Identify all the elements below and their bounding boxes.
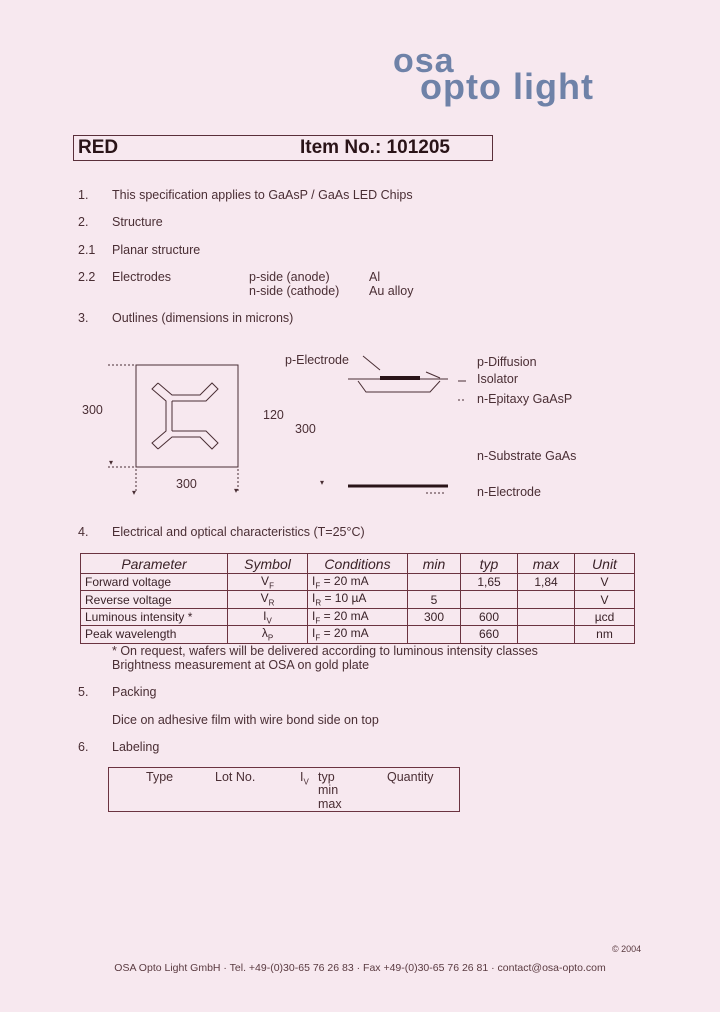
cell-conditions: $I_F = 20$ mA <box>308 608 408 625</box>
cell-typ: 660 <box>461 626 518 643</box>
p-side-material: Al <box>369 270 381 284</box>
p-side-label: p-side (anode) <box>249 270 330 284</box>
header-unit: Unit <box>575 554 635 574</box>
label-p-diffusion: p-Diffusion <box>477 355 537 369</box>
section-2-1-number: 2.1 <box>78 243 96 257</box>
table-note-2: Brightness measurement at OSA on gold plate <box>112 658 370 672</box>
section-2-text: Structure <box>112 215 163 229</box>
cell-param: Peak wavelength <box>81 626 228 643</box>
cell-unit: µcd <box>575 608 635 625</box>
section-2-1-text: Planar structure <box>112 243 201 257</box>
dim-arm: 120 <box>263 408 284 422</box>
cell-param: Reverse voltage <box>81 591 228 608</box>
logo-osa: osa <box>393 42 455 80</box>
section-2-2-number: 2.2 <box>78 270 96 284</box>
table-row <box>81 608 635 625</box>
section-1-number: 1. <box>78 188 89 202</box>
section-2-2-text: Electrodes <box>112 270 172 284</box>
chip-outline <box>136 365 238 467</box>
table-row <box>81 626 635 643</box>
diffusion-region <box>358 381 440 392</box>
dim-width: 300 <box>176 477 197 491</box>
cell-typ: 1,65 <box>461 574 518 591</box>
cell-max: 1,84 <box>518 574 575 591</box>
item-number: Item No.: 101205 <box>300 137 450 158</box>
cell-unit: V <box>575 591 635 608</box>
table-header-row <box>81 554 635 574</box>
section-5-body: Dice on adhesive film with wire bond side on top <box>112 713 379 727</box>
cell-symbol: $V_R$ <box>228 591 308 608</box>
cell-min <box>408 626 461 643</box>
cell-unit: nm <box>575 626 635 643</box>
cell-max <box>518 626 575 643</box>
svg-text:▾: ▾ <box>109 458 114 467</box>
label-iv: $I_V$ <box>300 770 309 787</box>
cell-conditions: $I_R = 10$ µA <box>308 591 408 608</box>
svg-text:▾: ▾ <box>320 478 325 487</box>
header-typ: typ <box>461 554 518 574</box>
label-typ: typ <box>318 770 335 784</box>
label-max: max <box>318 797 342 811</box>
label-n-epitaxy: n-Epitaxy GaAsP <box>477 392 573 406</box>
copyright: © 2004 <box>612 944 642 954</box>
cell-param: Luminous intensity * <box>81 608 228 625</box>
section-6-number: 6. <box>78 740 89 754</box>
dim-height: 300 <box>82 403 103 417</box>
cell-min: 5 <box>408 591 461 608</box>
label-min: min <box>318 783 339 797</box>
cell-conditions: $I_F = 20$ mA <box>308 626 408 643</box>
cell-typ: 600 <box>461 608 518 625</box>
label-lot: Lot No. <box>215 770 256 784</box>
table-row <box>81 574 635 591</box>
section-2-number: 2. <box>78 215 89 229</box>
label-isolator: Isolator <box>477 372 518 386</box>
cell-symbol: $V_F$ <box>228 574 308 591</box>
header-parameter: Parameter <box>81 554 228 574</box>
label-n-substrate: n-Substrate GaAs <box>477 449 577 463</box>
svg-text:▾: ▾ <box>234 486 239 495</box>
footer-contact: OSA Opto Light GmbH · Tel. +49-(0)30-65 76 26 83 · Fax +49-(0)30-65 76 26 81 · contact@osa-opto.com <box>114 962 606 974</box>
section-5-number: 5. <box>78 685 89 699</box>
cell-param: Forward voltage <box>81 574 228 591</box>
p-electrode-leader <box>363 356 380 370</box>
section-3-number: 3. <box>78 311 89 325</box>
label-p-electrode: p-Electrode <box>285 353 349 367</box>
cell-min: 300 <box>408 608 461 625</box>
label-type: Type <box>146 770 174 784</box>
cell-min <box>408 574 461 591</box>
section-4-text: Electrical and optical characteristics (T=25°C) <box>112 525 365 539</box>
header-min: min <box>408 554 461 574</box>
table-note-1: * On request, wafers will be delivered according to luminous intensity classes <box>112 644 538 658</box>
label-quantity: Quantity <box>387 770 434 784</box>
p-electrode-pad <box>380 376 420 380</box>
dim-inner: 300 <box>295 422 316 436</box>
section-1-text: This specification applies to GaAsP / GaAs LED Chips <box>112 188 413 202</box>
header-conditions: Conditions <box>308 554 408 574</box>
label-n-electrode: n-Electrode <box>477 485 541 499</box>
chip-color: RED <box>78 137 119 158</box>
section-6-text: Labeling <box>112 740 160 754</box>
n-side-label: n-side (cathode) <box>249 284 340 298</box>
section-4-number: 4. <box>78 525 89 539</box>
characteristics-table <box>80 553 635 644</box>
electrode-pattern <box>152 383 218 449</box>
table-row <box>81 591 635 608</box>
cell-conditions: $I_F = 20$ mA <box>308 574 408 591</box>
cell-symbol: $\lambda_P$ <box>228 626 308 643</box>
cell-symbol: $I_V$ <box>228 608 308 625</box>
section-5-text: Packing <box>112 685 157 699</box>
header-symbol: Symbol <box>228 554 308 574</box>
cell-max <box>518 608 575 625</box>
header-max: max <box>518 554 575 574</box>
cell-unit: V <box>575 574 635 591</box>
chip-cross-section-drawing <box>318 350 468 500</box>
svg-text:▾: ▾ <box>132 488 137 497</box>
n-side-material: Au alloy <box>369 284 414 298</box>
cell-typ <box>461 591 518 608</box>
cell-max <box>518 591 575 608</box>
section-3-text: Outlines (dimensions in microns) <box>112 311 294 325</box>
logo-opto-light: opto light <box>420 66 594 107</box>
